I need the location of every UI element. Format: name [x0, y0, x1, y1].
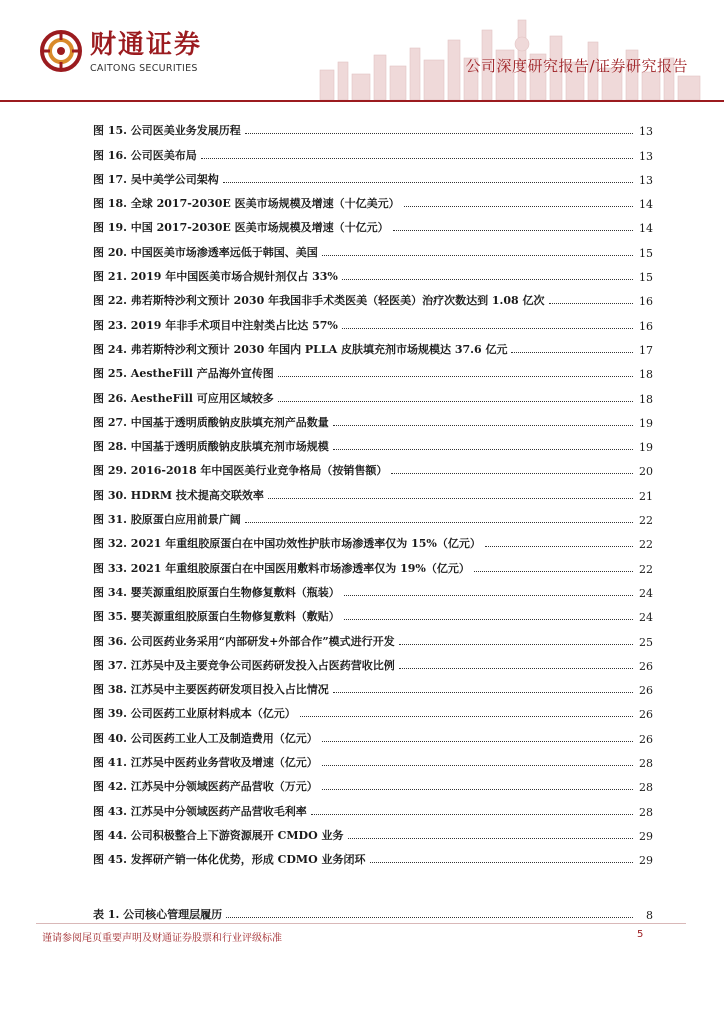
figure-entry-page: 28: [639, 805, 653, 819]
dot-leader: [391, 473, 633, 474]
figure-entry-page: 19: [639, 441, 653, 455]
figure-entry-page: 28: [639, 757, 653, 771]
figure-entry-label: 图 20. 中国医美市场渗透率远低于韩国、美国: [93, 245, 318, 259]
dot-leader: [399, 668, 633, 669]
figure-entry[interactable]: [93, 357, 653, 381]
figure-entry[interactable]: [93, 721, 653, 745]
dot-leader: [300, 716, 633, 717]
dot-leader: [333, 425, 633, 426]
figure-entry[interactable]: [93, 454, 653, 478]
figure-entry-page: 15: [639, 271, 653, 285]
figure-entry-label: 图 36. 公司医药业务采用“内部研发+外部合作”模式进行开发: [93, 634, 395, 648]
figure-entry-label: 图 26. AestheFill 可应用区域较多: [93, 391, 274, 405]
figure-entry[interactable]: [93, 576, 653, 600]
dot-leader: [393, 230, 633, 231]
figure-entry-label: 图 30. HDRM 技术提高交联效率: [93, 488, 264, 502]
figure-entry[interactable]: [93, 187, 653, 211]
figure-entry-label: 图 25. AestheFill 产品海外宣传图: [93, 367, 274, 381]
dot-leader: [311, 814, 633, 815]
dot-leader: [549, 303, 633, 304]
figure-entry-page: 13: [639, 149, 653, 163]
figure-entry[interactable]: [93, 138, 653, 162]
figure-entry-label: 图 43. 江苏吴中分领域医药产品营收毛利率: [93, 804, 307, 818]
figure-entry-page: 26: [639, 684, 653, 698]
city-skyline-illustration: [300, 0, 724, 100]
figure-entry[interactable]: [93, 843, 653, 867]
figure-entry-label: 图 42. 江苏吴中分领域医药产品营收（万元）: [93, 780, 318, 794]
dot-leader: [278, 401, 633, 402]
figure-entry[interactable]: [93, 308, 653, 332]
figure-entry[interactable]: [93, 478, 653, 502]
figure-entry-page: 25: [639, 635, 653, 649]
figure-entry[interactable]: [93, 527, 653, 551]
dot-leader: [344, 595, 633, 596]
figure-entry-label: 图 34. 婴芙源重组胶原蛋白生物修复敷料（瓶装）: [93, 585, 340, 599]
figure-entry[interactable]: [93, 211, 653, 235]
footer-disclaimer: 谨请参阅尾页重要声明及财通证券股票和行业评级标准: [42, 933, 282, 944]
figure-entry-page: 28: [639, 781, 653, 795]
figure-entry-label: 图 19. 中国 2017-2030E 医美市场规模及增速（十亿元）: [93, 221, 389, 235]
table-entry-label: 表 1. 公司核心管理层履历: [93, 908, 223, 922]
figure-entry-label: 图 16. 公司医美布局: [93, 148, 197, 162]
figure-entry[interactable]: [93, 770, 653, 794]
figure-entry-page: 13: [639, 173, 653, 187]
figure-entry-page: 29: [639, 829, 653, 843]
report-type-title: 公司深度研究报告/证券研究报告: [465, 57, 688, 75]
figure-entry-label: 图 45. 发挥研产销一体化优势，形成 CDMO 业务闭环: [93, 853, 366, 867]
page-header: [0, 0, 724, 104]
figure-entry[interactable]: [93, 503, 653, 527]
brand-name-cn: 财通证券: [90, 30, 203, 60]
figure-entry[interactable]: [93, 600, 653, 624]
dot-leader: [342, 328, 633, 329]
header-divider: [0, 100, 724, 102]
figure-entry[interactable]: [93, 746, 653, 770]
figure-entry[interactable]: [93, 430, 653, 454]
dot-leader: [485, 546, 633, 547]
figure-entry-label: 图 33. 2021 年重组胶原蛋白在中国医用敷料市场渗透率仅为 19%（亿元）: [93, 561, 470, 575]
table-index-list: [93, 898, 653, 922]
figure-entry-label: 图 37. 江苏吴中及主要竞争公司医药研发投入占医药营收比例: [93, 658, 395, 672]
table-entry-page: 8: [646, 909, 653, 923]
figure-entry[interactable]: [93, 406, 653, 430]
figure-entry[interactable]: [93, 163, 653, 187]
figure-entry-label: 图 35. 婴芙源重组胶原蛋白生物修复敷料（敷贴）: [93, 610, 340, 624]
figure-entry-label: 图 23. 2019 年非手术项目中注射类占比达 57%: [93, 318, 338, 332]
figure-entry-label: 图 41. 江苏吴中医药业务营收及增速（亿元）: [93, 756, 318, 770]
figure-entry-page: 26: [639, 659, 653, 673]
figure-entry-label: 图 15. 公司医美业务发展历程: [93, 124, 241, 138]
dot-leader: [322, 789, 633, 790]
dot-leader: [474, 571, 633, 572]
figure-entry[interactable]: [93, 381, 653, 405]
figure-index-list: [93, 114, 653, 867]
dot-leader: [342, 279, 633, 280]
dot-leader: [348, 838, 633, 839]
figure-entry-page: 14: [639, 222, 653, 236]
figure-entry-page: 16: [639, 295, 653, 309]
figure-entry[interactable]: [93, 260, 653, 284]
figure-entry-page: 29: [639, 854, 653, 868]
figure-entry-label: 图 32. 2021 年重组胶原蛋白在中国功效性护肤市场渗透率仅为 15%（亿元）: [93, 537, 481, 551]
figure-entry-page: 17: [639, 343, 653, 357]
dot-leader: [333, 449, 633, 450]
figure-entry-label: 图 21. 2019 年中国医美市场合规针剂仅占 33%: [93, 270, 338, 284]
figure-entry-page: 22: [639, 514, 653, 528]
figure-entry[interactable]: [93, 673, 653, 697]
dot-leader: [322, 741, 633, 742]
figure-entry[interactable]: [93, 551, 653, 575]
figure-entry[interactable]: [93, 624, 653, 648]
page-number: 5: [637, 929, 644, 940]
figure-entry[interactable]: [93, 697, 653, 721]
dot-leader: [333, 692, 633, 693]
figure-entry-label: 图 44. 公司积极整合上下游资源展开 CMDO 业务: [93, 828, 344, 842]
figure-entry-label: 图 38. 江苏吴中主要医药研发项目投入占比情况: [93, 683, 329, 697]
figure-entry-label: 图 40. 公司医药工业人工及制造费用（亿元）: [93, 731, 318, 745]
dot-leader: [322, 765, 633, 766]
brand-name-en: CAITONG SECURITIES: [90, 63, 198, 74]
table-entry[interactable]: [93, 898, 653, 922]
figure-entry-page: 24: [639, 611, 653, 625]
figure-entry-label: 图 22. 弗若斯特沙利文预计 2030 年我国非手术类医美（轻医美）治疗次数达到 1.08 亿次: [93, 294, 545, 308]
dot-leader: [278, 376, 633, 377]
figure-entry-label: 图 24. 弗若斯特沙利文预计 2030 年国内 PLLA 皮肤填充剂市场规模达 37.6 亿元: [93, 342, 508, 356]
dot-leader: [322, 255, 633, 256]
figure-entry[interactable]: [93, 235, 653, 259]
dot-leader: [404, 206, 633, 207]
figure-entry-label: 图 39. 公司医药工业原材料成本（亿元）: [93, 707, 296, 721]
figure-entry[interactable]: [93, 114, 653, 138]
figure-entry-label: 图 17. 吴中美学公司架构: [93, 172, 219, 186]
figure-entry-page: 19: [639, 416, 653, 430]
figure-entry-page: 16: [639, 319, 653, 333]
figure-entry-page: 21: [639, 489, 653, 503]
figure-entry[interactable]: [93, 333, 653, 357]
figure-entry[interactable]: [93, 649, 653, 673]
dot-leader: [223, 182, 633, 183]
figure-entry-page: 26: [639, 732, 653, 746]
figure-entry[interactable]: [93, 284, 653, 308]
figure-entry-label: 图 27. 中国基于透明质酸钠皮肤填充剂产品数量: [93, 415, 329, 429]
dot-leader: [268, 498, 633, 499]
figure-entry-page: 22: [639, 562, 653, 576]
dot-leader: [370, 862, 633, 863]
figure-entry-page: 14: [639, 198, 653, 212]
figure-entry[interactable]: [93, 819, 653, 843]
dot-leader: [511, 352, 633, 353]
dot-leader: [245, 133, 633, 134]
footer-divider: [36, 923, 686, 924]
figure-entry-page: 20: [639, 465, 653, 479]
figure-entry-page: 24: [639, 586, 653, 600]
figure-entry-page: 18: [639, 392, 653, 406]
dot-leader: [344, 619, 633, 620]
figure-entry-page: 15: [639, 246, 653, 260]
figure-entry-label: 图 18. 全球 2017-2030E 医美市场规模及增速（十亿美元）: [93, 197, 400, 211]
dot-leader: [399, 644, 633, 645]
dot-leader: [226, 917, 633, 918]
dot-leader: [245, 522, 633, 523]
figure-entry-page: 18: [639, 368, 653, 382]
caitong-logo-icon: [40, 30, 82, 72]
figure-entry-page: 13: [639, 125, 653, 139]
figure-entry-page: 22: [639, 538, 653, 552]
figure-entry-label: 图 29. 2016-2018 年中国医美行业竞争格局（按销售额）: [93, 464, 388, 478]
dot-leader: [201, 158, 633, 159]
figure-entry-label: 图 31. 胶原蛋白应用前景广阔: [93, 513, 241, 527]
figure-entry[interactable]: [93, 794, 653, 818]
figure-entry-page: 26: [639, 708, 653, 722]
figure-entry-label: 图 28. 中国基于透明质酸钠皮肤填充剂市场规模: [93, 440, 329, 454]
